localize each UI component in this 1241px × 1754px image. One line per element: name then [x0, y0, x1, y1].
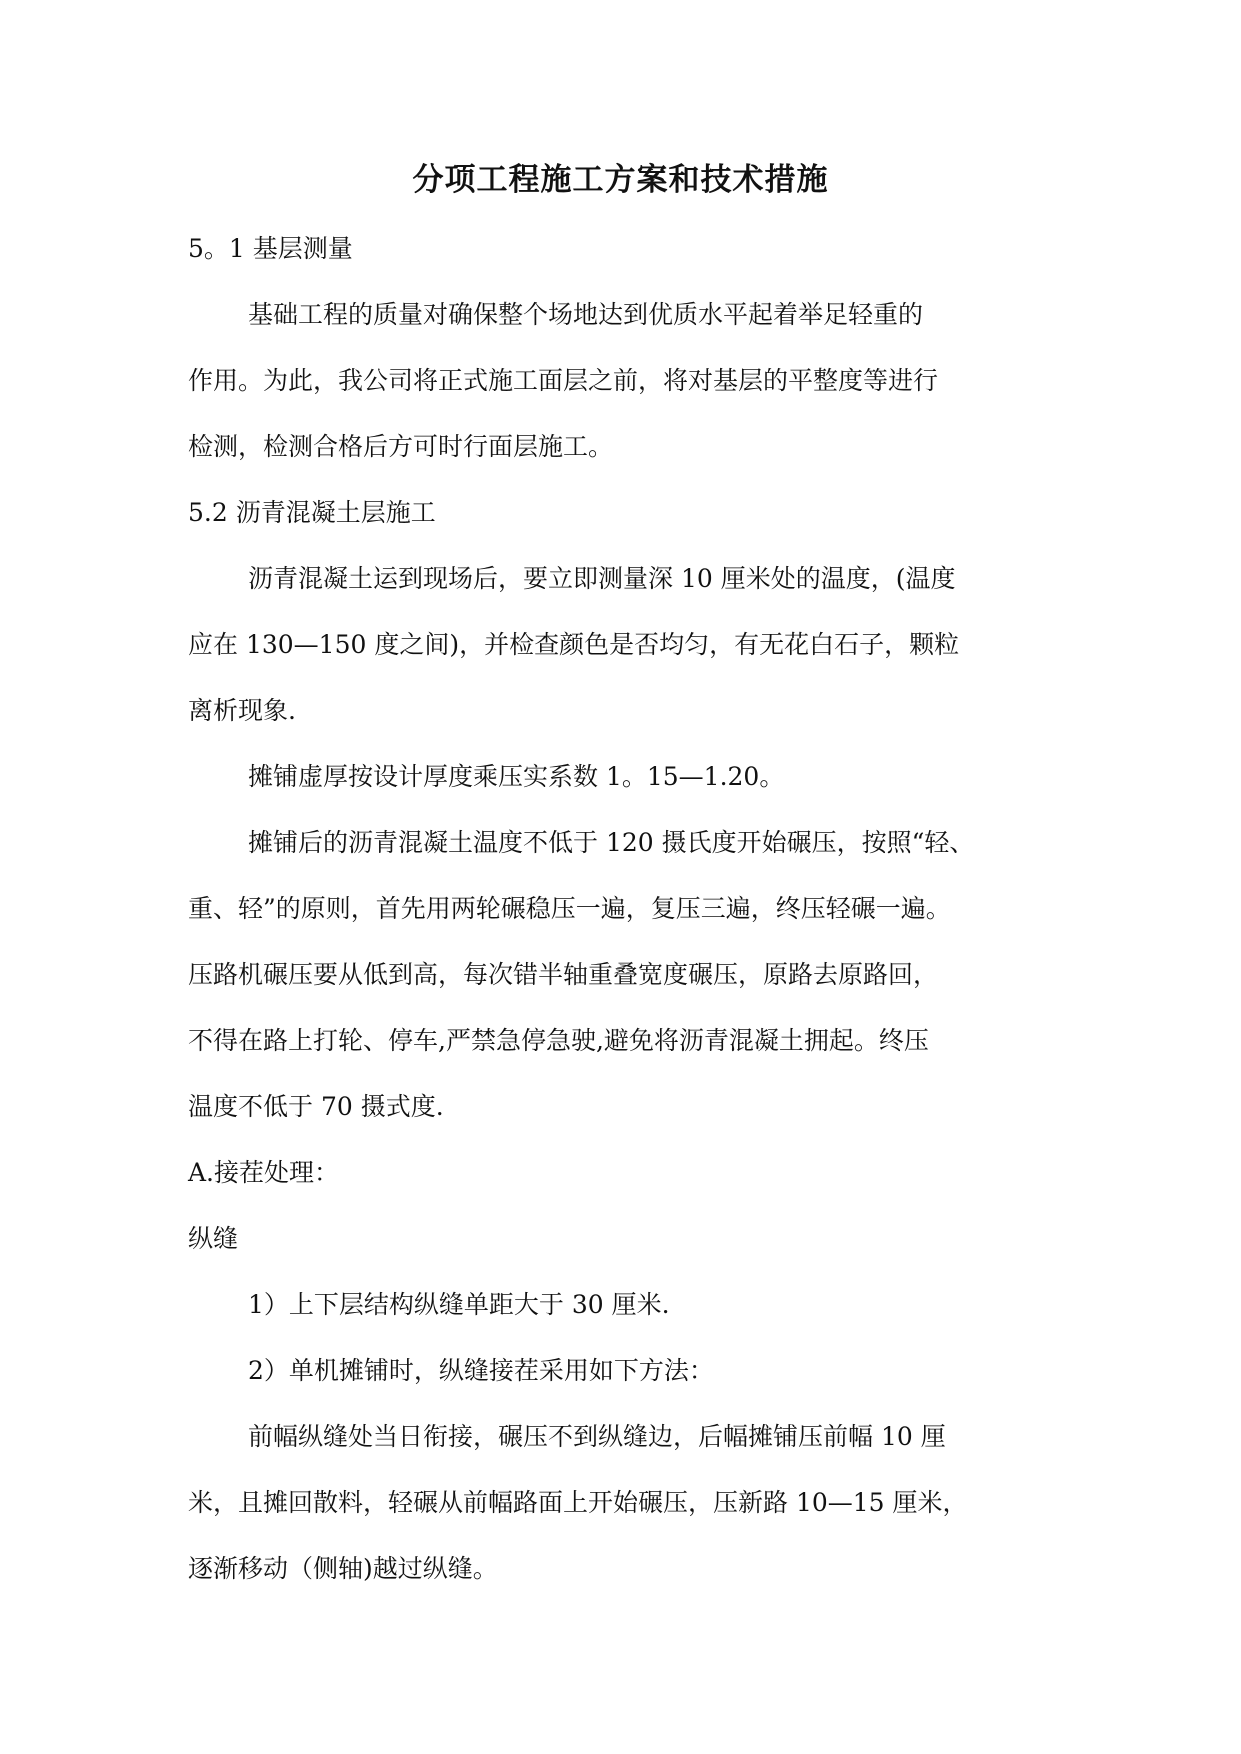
- paragraph-line: 摊铺后的沥青混凝土温度不低于 120 摄氏度开始碾压，按照“轻、: [248, 828, 975, 857]
- paragraph-line: 离析现象.: [188, 696, 296, 725]
- paragraph-line: 应在 130—150 度之间)，并检查颜色是否均匀，有无花白石子，颗粒: [188, 630, 960, 659]
- paragraph-line: 不得在路上打轮、停车,严禁急停急驶,避免将沥青混凝土拥起。终压: [188, 1026, 929, 1055]
- paragraph-line: 沥青混凝土运到现场后，要立即测量深 10 厘米处的温度，(温度: [248, 564, 956, 593]
- subsection-heading-a: A.接茬处理：: [188, 1158, 340, 1187]
- list-item: 2）单机摊铺时，纵缝接茬采用如下方法：: [248, 1356, 714, 1385]
- paragraph-line: 基础工程的质量对确保整个场地达到优质水平起着举足轻重的: [248, 300, 924, 329]
- document-title: 分项工程施工方案和技术措施: [412, 162, 829, 198]
- paragraph-line: 前幅纵缝处当日衔接，碾压不到纵缝边，后幅摊铺压前幅 10 厘: [248, 1422, 946, 1451]
- paragraph-line: 温度不低于 70 摄式度.: [188, 1092, 444, 1121]
- paragraph-line: 检测，检测合格后方可时行面层施工。: [188, 432, 614, 461]
- paragraph-line: 米，且摊回散料，轻碾从前幅路面上开始碾压，压新路 10—15 厘米，: [188, 1488, 968, 1517]
- section-heading-5-2: 5.2 沥青混凝土层施工: [188, 498, 436, 527]
- paragraph-line: 作用。为此，我公司将正式施工面层之前，将对基层的平整度等进行: [188, 366, 939, 395]
- subsection-heading-longitudinal-joint: 纵缝: [188, 1224, 239, 1253]
- document-body: [188, 216, 1068, 1602]
- paragraph-line: 压路机碾压要从低到高，每次错半轴重叠宽度碾压，原路去原路回，: [188, 960, 939, 989]
- section-heading-5-1: 5。1 基层测量: [188, 234, 353, 263]
- list-item: 1）上下层结构纵缝单距大于 30 厘米.: [248, 1290, 670, 1319]
- paragraph-line: 摊铺虚厚按设计厚度乘压实系数 1。15—1.20。: [248, 762, 785, 791]
- paragraph-line: 逐渐移动（侧轴)越过纵缝。: [188, 1554, 498, 1583]
- paragraph-line: 重、轻”的原则，首先用两轮碾稳压一遍，复压三遍，终压轻碾一遍。: [188, 894, 951, 923]
